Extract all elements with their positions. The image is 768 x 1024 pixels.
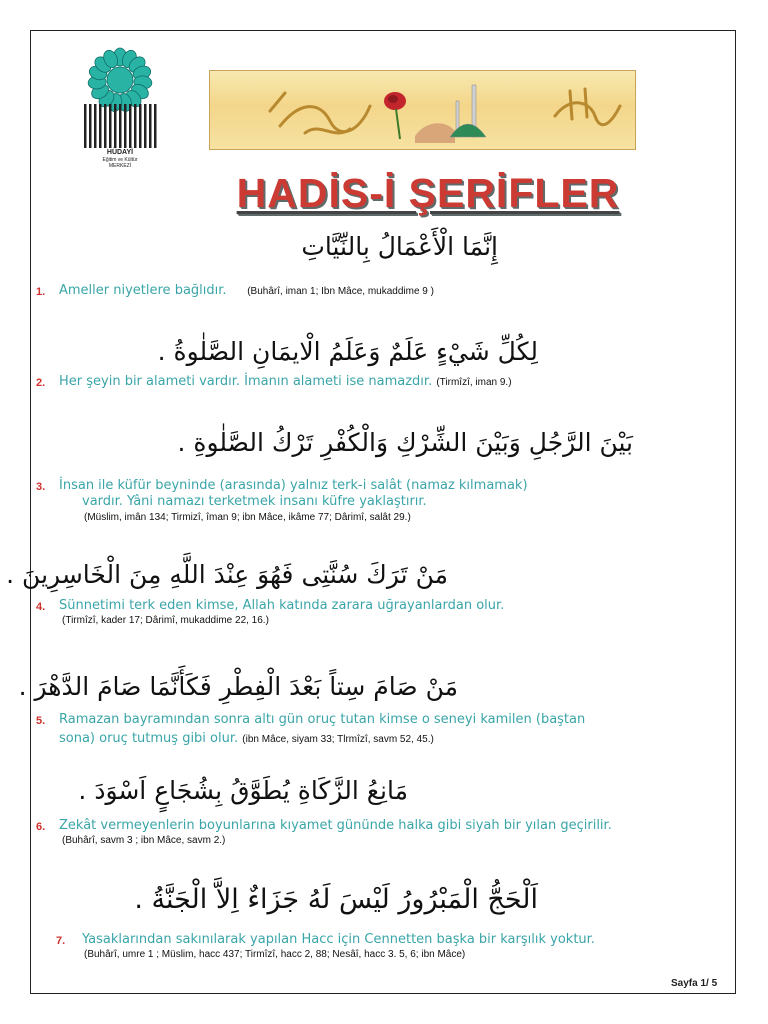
hadith-3-translation-line1: İnsan ile küfür beyninde (arasında) yalnız terk-i salât (namaz kılmamak) [59, 478, 528, 493]
hadith-1-source: (Buhârî, iman 1; Ibn Mâce, mukaddime 9 ) [247, 286, 434, 297]
hadith-1-arabic: إِنَّمَا الْأَعْمَالُ بِالنِّيَّاتِ [301, 232, 498, 261]
hadith-2-translation: Her şeyin bir alameti vardır. İmanın alameti ise namazdır. (Tirmîzî, iman 9.) [59, 374, 512, 389]
hadith-2-number: 2. [36, 377, 46, 389]
hadith-7-number: 7. [56, 935, 66, 947]
calligraphy-banner [209, 70, 636, 150]
hudayi-logo [72, 42, 164, 169]
hadith-6-translation: Zekât vermeyenlerin boyunlarına kıyamet gününde halka gibi siyah bir yılan geçirilir. [59, 818, 612, 833]
page-title: HADİS-İ ŞERİFLER [236, 170, 620, 216]
hadith-5-source: (ibn Mâce, siyam 33; Tlrmîzî, savm 52, 45.) [242, 734, 434, 745]
hadith-3-number: 3. [36, 481, 46, 493]
hadith-7-translation: Yasaklarından sakınılarak yapılan Hacc için Cennetten başka bir karşılık yoktur. [82, 932, 595, 947]
page-number: Sayfa 1/ 5 [671, 978, 718, 989]
hadith-5-arabic: مَنْ صَامَ سِتاً بَعْدَ الْفِطْرِ فَكَأَنَّمَا صَامَ الدَّهْرَ . [18, 672, 458, 701]
hadith-3-source: (Müslim, imân 134; Tirmizî, îman 9; ibn Mâce, ikâme 77; Dârimî, salât 29.) [84, 512, 411, 523]
logo-name: HÜDAYİ [106, 149, 134, 156]
banner-artwork [210, 71, 636, 150]
hadith-4-arabic: مَنْ تَرَكَ سُنَّتِى فَهُوَ عِنْدَ اللَّهِ مِنَ الْخَاسِرِينَ . [6, 560, 448, 589]
hadith-5-translation-line1: Ramazan bayramından sonra altı gün oruç tutan kimse o seneyi kamilen (baştan [59, 712, 586, 727]
logo-subtitle: Eğitim ve Kültür MERKEZİ [102, 157, 138, 169]
hadith-5-number: 5. [36, 715, 46, 727]
hadith-5-translation-line2: sona) oruç tutmuş gibi olur. (ibn Mâce, siyam 33; Tlrmîzî, savm 52, 45.) [59, 731, 434, 746]
hadith-6-arabic: مَانِعُ الزَّكَاةِ يُطَوَّقُ بِشُجَاعٍ اَسْوَدَ . [78, 776, 408, 805]
hadith-4-number: 4. [36, 601, 46, 613]
hadith-2-arabic: لِكُلِّ شَيْءٍ عَلَمٌ وَعَلَمُ الْايمَانِ الصَّلٰوةُ . [157, 337, 538, 366]
hadith-7-source: (Buhârî, umre 1 ; Müslim, hacc 437; Tirmîzî, hacc 2, 88; Nesâî, hacc 3. 5, 6; ibn Mâce) [84, 949, 466, 960]
rosette-icon [72, 42, 168, 150]
hadith-3-translation-line2: vardır. Yâni namazı terketmek insanı küfre yaklaştırır. [82, 494, 427, 509]
hadith-7-arabic: اَلْحَجُّ الْمَبْرُورُ لَيْسَ لَهُ جَزَاءٌ اِلاَّ الْجَنَّةُ . [134, 884, 538, 915]
hadith-3-arabic: بَيْنَ الرَّجُلِ وَبَيْنَ الشِّرْكِ وَالْكُفْرِ تَرْكُ الصَّلٰوةِ . [177, 428, 633, 457]
hadith-2-source: (Tirmîzî, iman 9.) [436, 377, 512, 388]
hadith-4-translation: Sünnetimi terk eden kimse, Allah katında zarara uğrayanlardan olur. [59, 598, 505, 613]
hadith-6-source: (Buhârî, savm 3 ; ibn Mâce, savm 2.) [62, 835, 226, 846]
hadith-1-translation: Ameller niyetlere bağlıdır. (Buhârî, iman 1; Ibn Mâce, mukaddime 9 ) [59, 283, 434, 298]
hadith-4-source: (Tirmîzî, kader 17; Dârimî, mukaddime 22, 16.) [62, 615, 269, 626]
hadith-1-number: 1. [36, 286, 46, 298]
hadith-6-number: 6. [36, 821, 46, 833]
